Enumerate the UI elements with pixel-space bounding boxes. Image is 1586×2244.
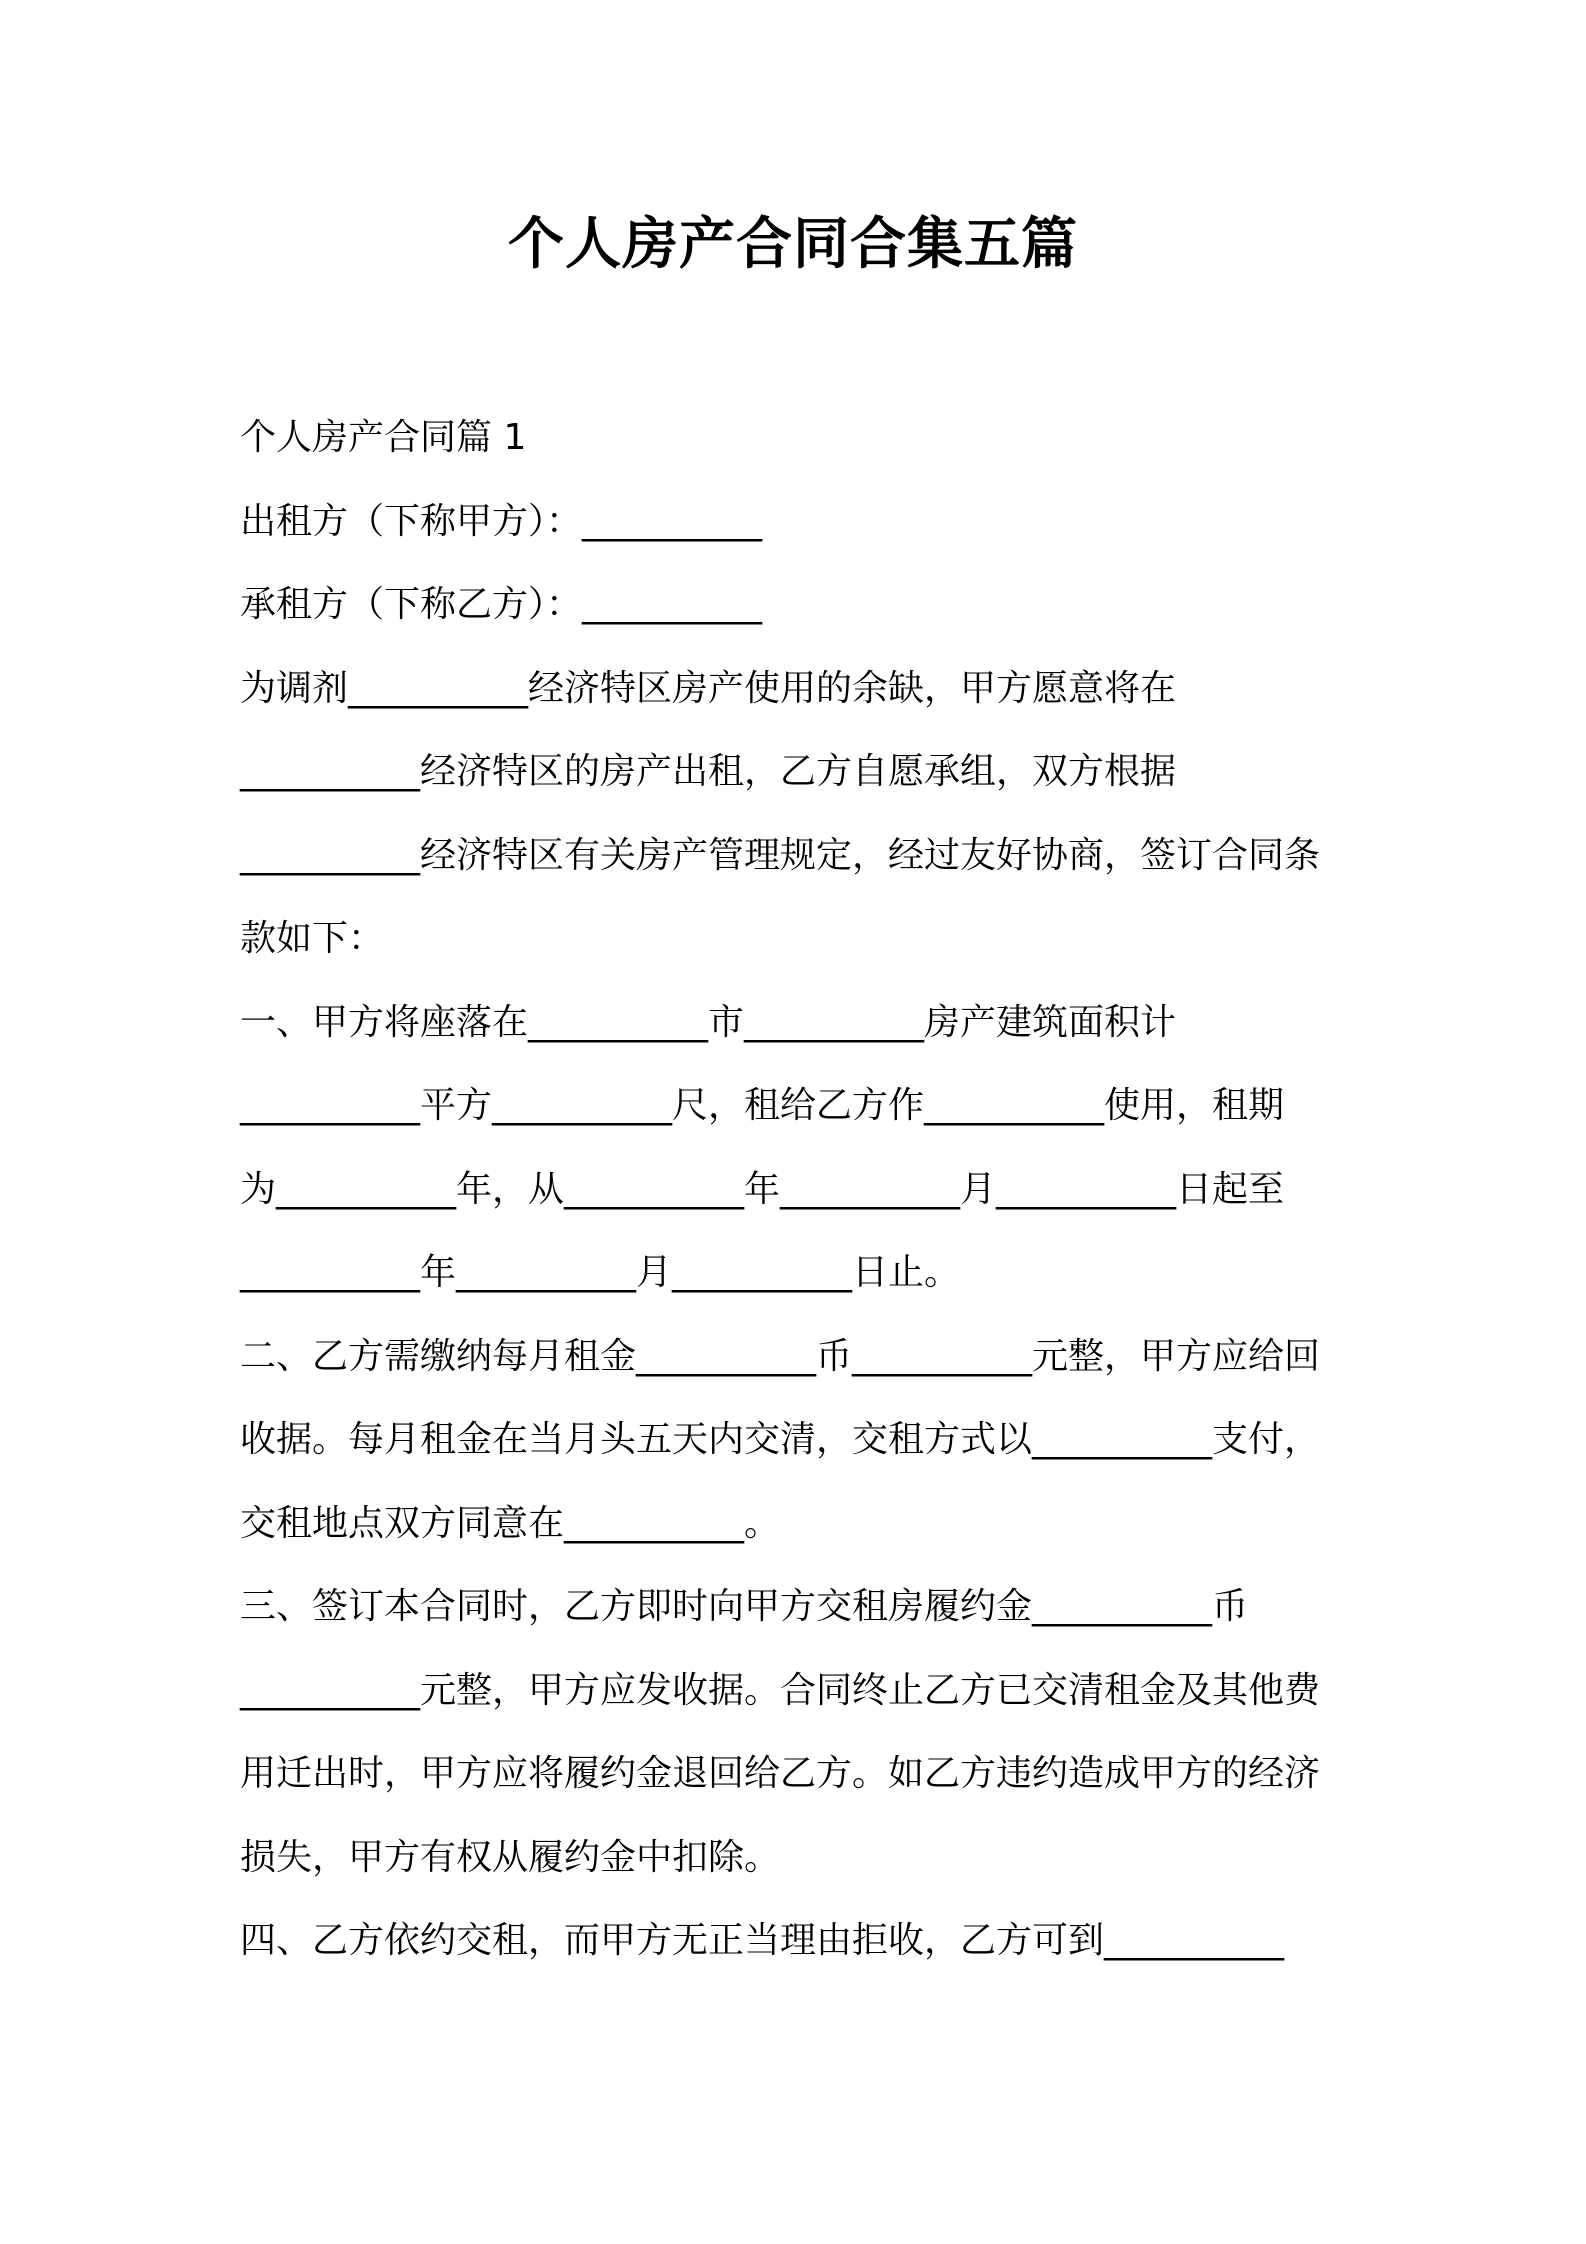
preamble-line: 为调剂__________经济特区房产使用的余缺，甲方愿意将在: [240, 667, 1177, 709]
clause-4-line: 四、乙方依约交租，而甲方无正当理由拒收，乙方可到__________: [240, 1920, 1285, 1961]
clause-2-line: 二、乙方需缴纳每月租金__________币__________元整，甲方应给回: [240, 1335, 1321, 1377]
clause-3-line: 用迁出时，甲方应将履约金退回给乙方。如乙方违约造成甲方的经济: [240, 1753, 1321, 1794]
clause-3-line: 损失，甲方有权从履约金中扣除。: [240, 1836, 781, 1878]
preamble-line: __________经济特区的房产出租，乙方自愿承组，双方根据: [240, 751, 1177, 792]
clause-1-line: 为__________年，从__________年__________月__________日起至: [240, 1168, 1285, 1210]
section-heading: 个人房产合同篇 1: [240, 417, 527, 458]
clause-1-line: __________年__________月__________日止。: [240, 1252, 961, 1293]
document-title: 个人房产合同合集五篇: [508, 212, 1078, 277]
clause-2-line: 交租地点双方同意在__________。: [240, 1502, 781, 1544]
clause-3-line: __________元整，甲方应发收据。合同终止乙方已交清租金及其他费: [240, 1669, 1321, 1711]
lessee-line: 承租方（下称乙方）：__________: [240, 584, 763, 625]
clause-1-line: 一、甲方将座落在__________市__________房产建筑面积计: [240, 1001, 1177, 1043]
clause-2-line: 收据。每月租金在当月头五天内交清，交租方式以__________支付，: [240, 1419, 1321, 1460]
preamble-line: __________经济特区有关房产管理规定，经过友好协商，签订合同条: [240, 834, 1321, 876]
preamble-line: 款如下：: [240, 918, 385, 959]
clause-3-line: 三、签订本合同时，乙方即时向甲方交租房履约金__________币: [240, 1586, 1249, 1627]
clause-1-line: __________平方__________尺，租给乙方作__________使用，租期: [240, 1085, 1285, 1126]
lessor-line: 出租方（下称甲方）：__________: [240, 500, 763, 542]
document-body: [240, 396, 1390, 1983]
